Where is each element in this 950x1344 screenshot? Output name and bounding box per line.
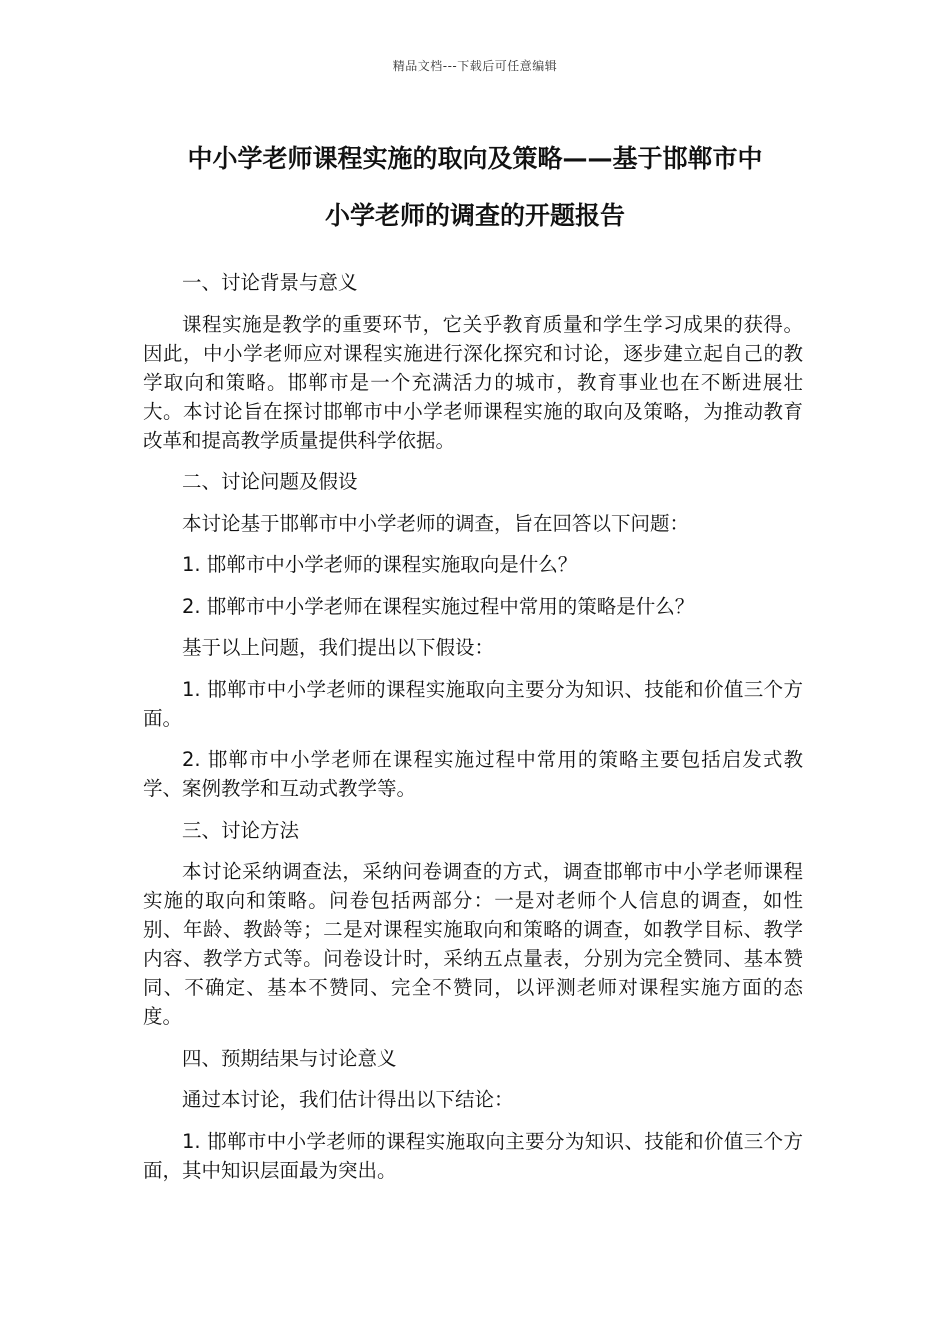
paragraph-hypotheses-intro: 基于以上问题，我们提出以下假设： xyxy=(182,636,495,659)
section-heading-questions: 二、讨论问题及假设 xyxy=(182,470,358,493)
document-body xyxy=(143,268,803,1197)
section-heading-methods: 三、讨论方法 xyxy=(182,818,300,842)
hypothesis-item-1: 1. 邯郸市中小学老师的课程实施取向主要分为知识、技能和价值三个方面。 xyxy=(143,677,803,730)
question-item-2: 2. 邯郸市中小学老师在课程实施过程中常用的策略是什么？ xyxy=(182,594,695,618)
question-item-1: 1. 邯郸市中小学老师的课程实施取向是什么？ xyxy=(182,553,578,576)
paragraph-questions-intro: 本讨论基于邯郸市中小学老师的调查，旨在回答以下问题： xyxy=(182,511,690,535)
title-line-2: 小学老师的调查的开题报告 xyxy=(324,201,625,230)
title-line-1: 中小学老师课程实施的取向及策略——基于邯郸市中 xyxy=(187,144,763,173)
paragraph-background: 课程实施是教学的重要环节，它关乎教育质量和学生学习成果的获得。因此，中小学老师应对课程实施进行深化探究和讨论，逐步建立起自己的教学取向和策略。邯郸市是一个充满活力的城市，教育事业也在不断进展壮大。本讨论旨在探讨邯郸市中小学老师课程实施的取向及策略，为推动教育改革和提高教学质量提供科学依据。 xyxy=(143,312,803,452)
expected-result-item-1: 1. 邯郸市中小学老师的课程实施取向主要分为知识、技能和价值三个方面，其中知识层面最为突出。 xyxy=(143,1129,803,1182)
paragraph-methods: 本讨论采纳调查法，采纳问卷调查的方式，调查邯郸市中小学老师课程实施的取向和策略。问卷包括两部分：一是对老师个人信息的调查，如性别、年龄、教龄等；二是对课程实施取向和策略的调查，如教学目标、教学内容、教学方式等。问卷设计时，采纳五点量表，分别为完全赞同、基本赞同、不确定、基本不赞同、完全不赞同，以评测老师对课程实施方面的态度。 xyxy=(143,860,803,1028)
header-note: 精品文档---下载后可任意编辑 xyxy=(392,59,558,73)
paragraph-expected-intro: 通过本讨论，我们估计得出以下结论： xyxy=(182,1088,514,1111)
hypothesis-item-2: 2. 邯郸市中小学老师在课程实施过程中常用的策略主要包括启发式教学、案例教学和互动式教学等。 xyxy=(143,748,803,800)
section-heading-expected-results: 四、预期结果与讨论意义 xyxy=(182,1046,397,1070)
document-title xyxy=(140,130,810,244)
section-heading-background: 一、讨论背景与意义 xyxy=(182,271,358,294)
